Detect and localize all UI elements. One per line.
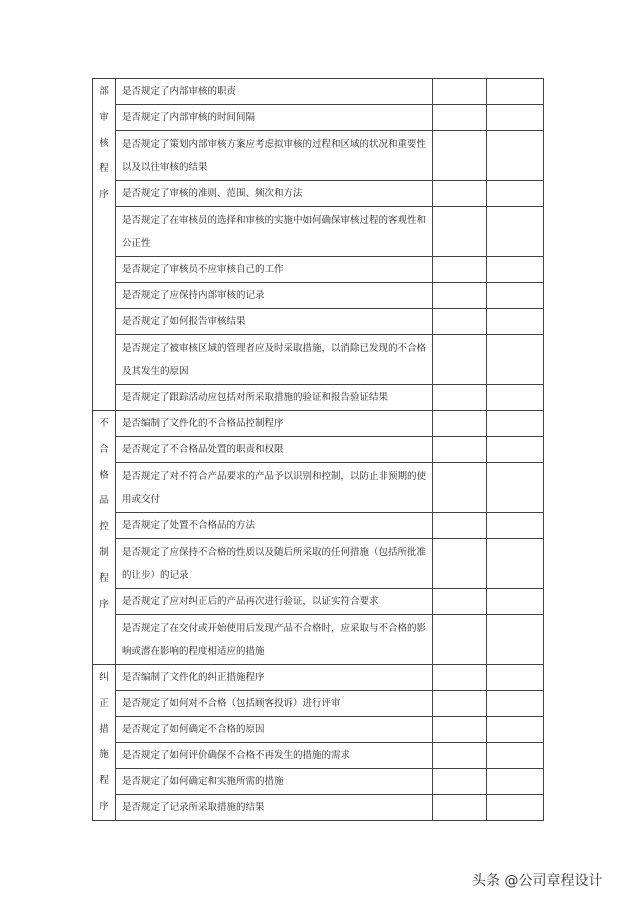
- remark-cell[interactable]: [487, 717, 544, 743]
- remark-cell[interactable]: [487, 411, 544, 437]
- check-cell[interactable]: [433, 411, 487, 437]
- table-row: [93, 385, 544, 411]
- checklist-item: 是否编制了文件化的纠正措施程序: [116, 665, 433, 691]
- remark-cell[interactable]: [487, 539, 544, 589]
- remark-cell[interactable]: [487, 795, 544, 821]
- table-row: [93, 589, 544, 615]
- check-cell[interactable]: [433, 717, 487, 743]
- check-cell[interactable]: [433, 615, 487, 665]
- check-cell[interactable]: [433, 539, 487, 589]
- category-label: [93, 665, 115, 820]
- remark-cell[interactable]: [487, 105, 544, 131]
- check-cell[interactable]: [433, 309, 487, 335]
- checklist-item: 是否规定了记录所采取措施的结果: [116, 795, 433, 821]
- checklist-item: 是否规定了策划内部审核方案应考虑拟审核的过程和区域的状况和重要性以及以往审核的结果: [122, 138, 427, 173]
- checklist-item-cell: [116, 131, 433, 181]
- check-cell[interactable]: [433, 665, 487, 691]
- checklist-item: 是否规定了内部审核的时间间隔: [116, 105, 433, 131]
- category-char: 部: [99, 86, 109, 97]
- checklist-item: 是否规定了应保持内部审核的记录: [116, 283, 433, 309]
- table-row: [93, 257, 544, 283]
- checklist-item: 是否规定了对不符合产品要求的产品予以识别和控制，以防止非预期的使用或交付: [122, 470, 427, 505]
- remark-cell[interactable]: [487, 385, 544, 411]
- checklist-item-cell: [116, 463, 433, 513]
- checklist-item-cell: [116, 335, 433, 385]
- category-char: 合: [99, 443, 109, 455]
- table-row: [93, 79, 544, 105]
- category-char: 纠: [99, 672, 109, 683]
- remark-cell[interactable]: [487, 513, 544, 539]
- remark-cell[interactable]: [487, 463, 544, 513]
- category-char: 核: [99, 137, 109, 149]
- table-row: [93, 539, 544, 589]
- category-char: 序: [99, 189, 109, 201]
- check-cell[interactable]: [433, 207, 487, 257]
- remark-cell[interactable]: [487, 79, 544, 105]
- checklist-item: 是否规定了如何确定不合格的原因: [116, 717, 433, 743]
- remark-cell[interactable]: [487, 131, 544, 181]
- audit-checklist-table: [92, 78, 544, 821]
- remark-cell[interactable]: [487, 665, 544, 691]
- table-row: [93, 463, 544, 513]
- check-cell[interactable]: [433, 691, 487, 717]
- table-row: [93, 717, 544, 743]
- remark-cell[interactable]: [487, 743, 544, 769]
- table-row: [93, 207, 544, 257]
- watermark: 头条 @公司章程设计: [472, 873, 603, 889]
- checklist-item: 是否规定了内部审核的职责: [116, 79, 433, 105]
- category-char: 措: [99, 723, 109, 735]
- checklist-item-cell: [116, 207, 433, 257]
- category-char: 控: [99, 521, 109, 533]
- checklist-item: 是否规定了审核的准则、范围、频次和方法: [116, 181, 433, 207]
- check-cell[interactable]: [433, 131, 487, 181]
- category-char: 程: [99, 775, 109, 787]
- category-char: 品: [99, 495, 109, 507]
- checklist-item-cell: [116, 539, 433, 589]
- checklist-item: 是否规定了不合格品处置的职责和权限: [116, 437, 433, 463]
- remark-cell[interactable]: [487, 283, 544, 309]
- remark-cell[interactable]: [487, 691, 544, 717]
- table-row: [93, 691, 544, 717]
- check-cell[interactable]: [433, 437, 487, 463]
- remark-cell[interactable]: [487, 207, 544, 257]
- category-char: 序: [99, 598, 109, 610]
- category-cell: [93, 665, 116, 821]
- remark-cell[interactable]: [487, 309, 544, 335]
- check-cell[interactable]: [433, 463, 487, 513]
- check-cell[interactable]: [433, 795, 487, 821]
- table-row: [93, 513, 544, 539]
- category-char: 程: [99, 572, 109, 584]
- table-row: [93, 615, 544, 665]
- check-cell[interactable]: [433, 743, 487, 769]
- check-cell[interactable]: [433, 769, 487, 795]
- checklist-item: 是否规定了审核员不应审核自己的工作: [116, 257, 433, 283]
- category-char: 审: [99, 111, 109, 123]
- checklist-item: 是否规定了在审核员的选择和审核的实施中如何确保审核过程的客观性和公正性: [122, 214, 427, 249]
- checklist-item: 是否规定了如何报告审核结果: [116, 309, 433, 335]
- table-row: [93, 795, 544, 821]
- table-row: [93, 105, 544, 131]
- check-cell[interactable]: [433, 79, 487, 105]
- checklist-item: 是否规定了在交付或开始使用后发现产品不合格时，应采取与不合格的影响或潜在影响的程度相适应的措施: [122, 622, 427, 657]
- category-char: 施: [99, 749, 109, 761]
- table-row: [93, 437, 544, 463]
- remark-cell[interactable]: [487, 335, 544, 385]
- table-row: [93, 283, 544, 309]
- table-row: [93, 743, 544, 769]
- table-row: [93, 131, 544, 181]
- table-row: [93, 309, 544, 335]
- table-row: [93, 411, 544, 437]
- category-char: 序: [99, 800, 109, 812]
- category-cell: [93, 79, 116, 411]
- check-cell[interactable]: [433, 335, 487, 385]
- check-cell[interactable]: [433, 105, 487, 131]
- table-row: [93, 335, 544, 385]
- checklist-item: 是否规定了应保持不合格的性质以及随后所采取的任何措施（包括所批准的让步）的记录: [122, 546, 427, 581]
- check-cell[interactable]: [433, 513, 487, 539]
- remark-cell[interactable]: [487, 181, 544, 207]
- check-cell[interactable]: [433, 257, 487, 283]
- category-char: 正: [99, 697, 109, 709]
- table-row: [93, 665, 544, 691]
- remark-cell[interactable]: [487, 589, 544, 615]
- checklist-item-cell: [116, 615, 433, 665]
- checklist-item: 是否规定了被审核区域的管理者应及时采取措施，以消除已发现的不合格及其发生的原因: [122, 342, 427, 377]
- category-char: 不: [99, 418, 109, 429]
- check-cell[interactable]: [433, 589, 487, 615]
- category-char: 制: [99, 546, 109, 558]
- category-label: [93, 79, 115, 208]
- checklist-item: 是否规定了跟踪活动应包括对所采取措施的验证和报告验证结果: [116, 385, 433, 411]
- remark-cell[interactable]: [487, 615, 544, 665]
- checklist-item: 是否规定了如何评价确保不合格不再发生的措施的需求: [116, 743, 433, 769]
- checklist-item: 是否规定了处置不合格品的方法: [116, 513, 433, 539]
- category-char: 格: [99, 469, 109, 481]
- check-cell[interactable]: [433, 181, 487, 207]
- table-row: [93, 181, 544, 207]
- checklist-item: 是否规定了应对纠正后的产品再次进行验证，以证实符合要求: [116, 589, 433, 615]
- remark-cell[interactable]: [487, 437, 544, 463]
- checklist-item: 是否编制了文件化的不合格品控制程序: [116, 411, 433, 437]
- category-label: [93, 411, 115, 617]
- check-cell[interactable]: [433, 283, 487, 309]
- category-cell: [93, 411, 116, 665]
- check-cell[interactable]: [433, 385, 487, 411]
- remark-cell[interactable]: [487, 769, 544, 795]
- table-row: [93, 769, 544, 795]
- checklist-item: 是否规定了如何确定和实施所需的措施: [116, 769, 433, 795]
- remark-cell[interactable]: [487, 257, 544, 283]
- checklist-item: 是否规定了如何对不合格（包括顾客投诉）进行评审: [116, 691, 433, 717]
- category-char: 程: [99, 163, 109, 175]
